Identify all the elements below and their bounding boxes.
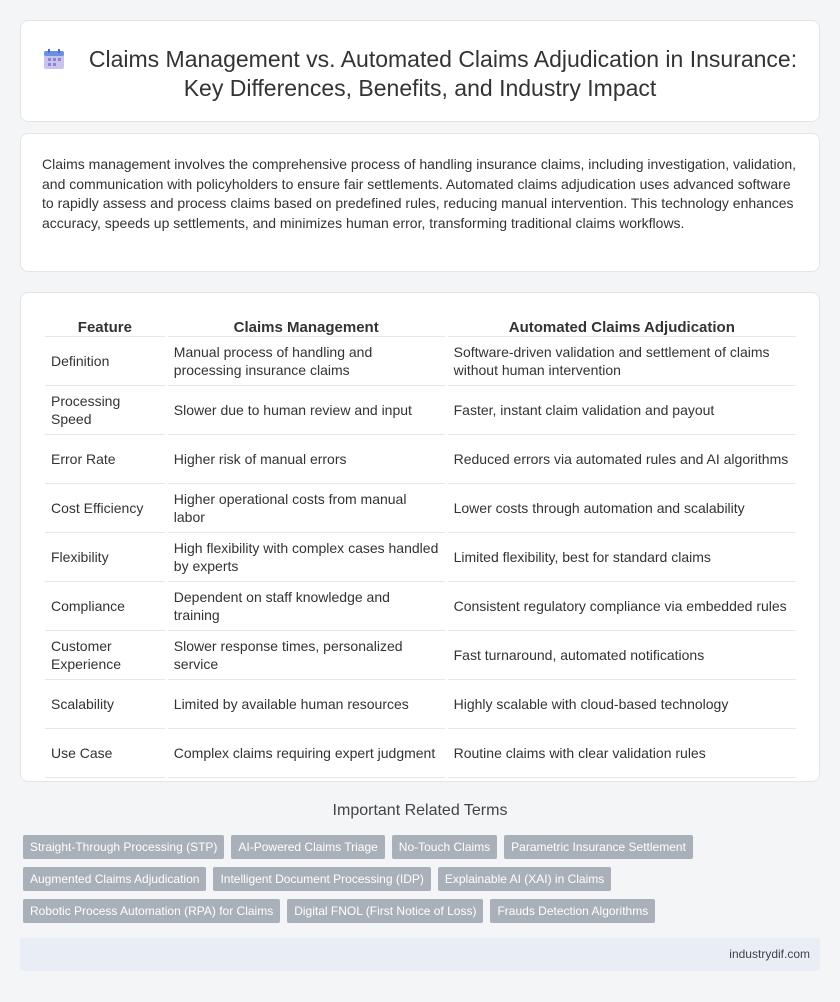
- footer: [20, 938, 820, 971]
- header-feature: Feature: [45, 315, 165, 337]
- feature-cell: Processing Speed: [45, 386, 165, 435]
- related-term-tag[interactable]: Robotic Process Automation (RPA) for Claims: [23, 899, 280, 923]
- footer-site[interactable]: industrydif.com: [729, 947, 810, 961]
- automated-adjudication-cell: Faster, instant claim validation and payout: [448, 386, 796, 435]
- automated-adjudication-cell: Reduced errors via automated rules and AI algorithms: [448, 435, 796, 484]
- related-term-tag[interactable]: AI-Powered Claims Triage: [231, 835, 384, 859]
- table-body: [45, 337, 796, 778]
- comparison-table: [42, 315, 799, 778]
- related-term-tag[interactable]: Augmented Claims Adjudication: [23, 867, 206, 891]
- automated-adjudication-cell: Limited flexibility, best for standard claims: [448, 533, 796, 582]
- table-row: [45, 631, 796, 680]
- feature-cell: Customer Experience: [45, 631, 165, 680]
- page-title: [21, 45, 819, 103]
- related-term-tag[interactable]: Parametric Insurance Settlement: [504, 835, 693, 859]
- table-row: [45, 386, 796, 435]
- claims-management-cell: Limited by available human resources: [168, 680, 445, 729]
- tag-row: [23, 867, 803, 891]
- related-term-tag[interactable]: No-Touch Claims: [392, 835, 497, 859]
- claims-management-cell: Slower due to human review and input: [168, 386, 445, 435]
- related-terms-tags: [23, 835, 803, 931]
- claims-management-cell: High flexibility with complex cases handled by experts: [168, 533, 445, 582]
- tag-row: [23, 835, 803, 859]
- related-term-tag[interactable]: Explainable AI (XAI) in Claims: [438, 867, 611, 891]
- related-term-tag[interactable]: Intelligent Document Processing (IDP): [213, 867, 430, 891]
- related-term-tag[interactable]: Frauds Detection Algorithms: [490, 899, 655, 923]
- table-row: [45, 337, 796, 386]
- claims-management-cell: Dependent on staff knowledge and training: [168, 582, 445, 631]
- feature-cell: Error Rate: [45, 435, 165, 484]
- automated-adjudication-cell: Routine claims with clear validation rules: [448, 729, 796, 778]
- table-row: [45, 680, 796, 729]
- claims-management-cell: Higher operational costs from manual labor: [168, 484, 445, 533]
- table-row: [45, 435, 796, 484]
- automated-adjudication-cell: Software-driven validation and settlement of claims without human intervention: [448, 337, 796, 386]
- automated-adjudication-cell: Highly scalable with cloud-based technology: [448, 680, 796, 729]
- header-automated-adjudication: Automated Claims Adjudication: [448, 315, 796, 337]
- comparison-card: [20, 292, 820, 782]
- page-title-text: Claims Management vs. Automated Claims Adjudication in Insurance: Key Differences, Benefits, and Industry Impact: [88, 46, 798, 101]
- feature-cell: Flexibility: [45, 533, 165, 582]
- related-terms-title: Important Related Terms: [332, 802, 508, 819]
- tag-row: [23, 899, 803, 923]
- related-term-tag[interactable]: Digital FNOL (First Notice of Loss): [287, 899, 483, 923]
- table-row: [45, 484, 796, 533]
- table-header-row: [45, 315, 796, 337]
- intro-paragraph: Claims management involves the comprehensive process of handling insurance claims, including investigation, validation, and communication with policyholders to ensure fair settlements. Automated claims adjudication uses advanced software to rapidly assess and process claims based on predefined rules, reducing manual intervention. This technology enhances accuracy, speeds up settlements, and minimizes human error, transforming traditional claims workflows.: [42, 156, 797, 231]
- feature-cell: Scalability: [45, 680, 165, 729]
- table-row: [45, 582, 796, 631]
- feature-cell: Compliance: [45, 582, 165, 631]
- claims-management-cell: Complex claims requiring expert judgment: [168, 729, 445, 778]
- related-term-tag[interactable]: Straight-Through Processing (STP): [23, 835, 224, 859]
- automated-adjudication-cell: Fast turnaround, automated notifications: [448, 631, 796, 680]
- table-row: [45, 533, 796, 582]
- title-card: [20, 20, 820, 122]
- feature-cell: Use Case: [45, 729, 165, 778]
- table-row: [45, 729, 796, 778]
- automated-adjudication-cell: Lower costs through automation and scalability: [448, 484, 796, 533]
- feature-cell: Definition: [45, 337, 165, 386]
- feature-cell: Cost Efficiency: [45, 484, 165, 533]
- automated-adjudication-cell: Consistent regulatory compliance via embedded rules: [448, 582, 796, 631]
- claims-management-cell: Manual process of handling and processing insurance claims: [168, 337, 445, 386]
- claims-management-cell: Higher risk of manual errors: [168, 435, 445, 484]
- intro-card: [20, 133, 820, 272]
- claims-management-cell: Slower response times, personalized service: [168, 631, 445, 680]
- header-claims-management: Claims Management: [168, 315, 445, 337]
- calendar-icon: [43, 48, 65, 70]
